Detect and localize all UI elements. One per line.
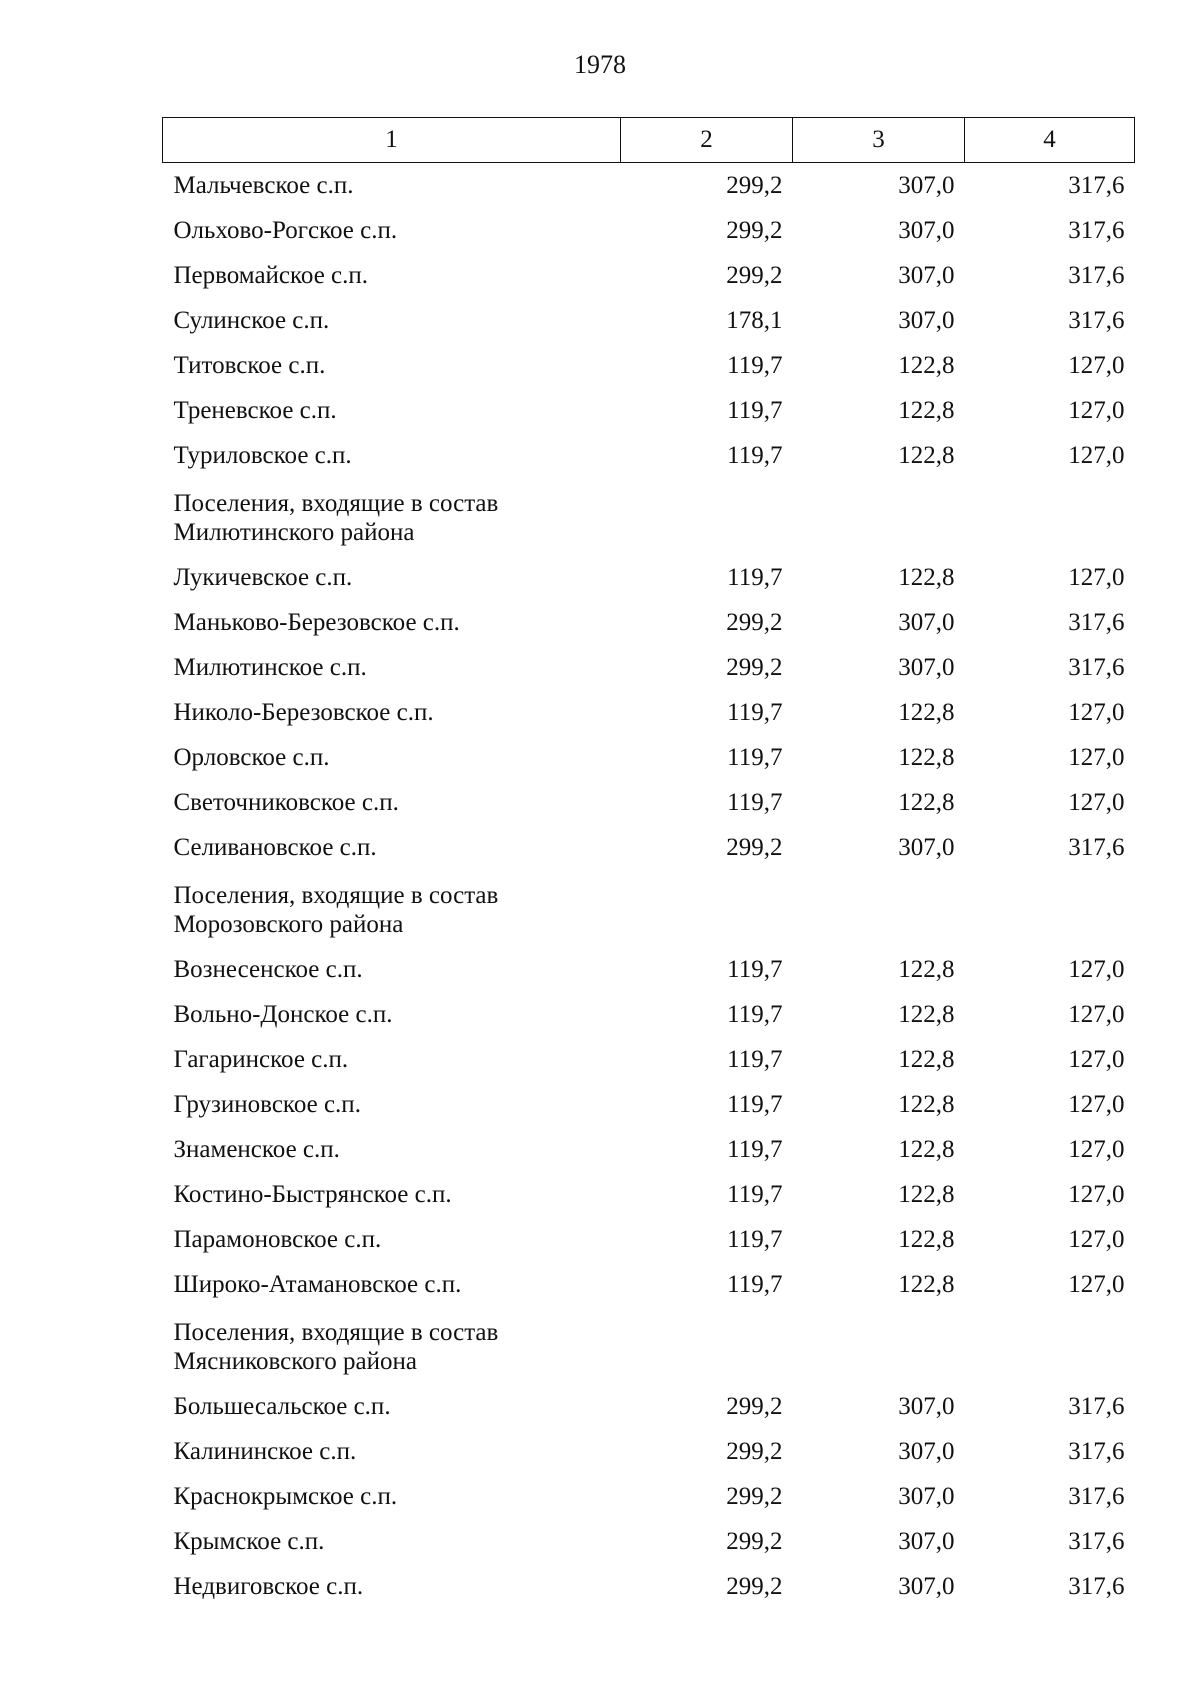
value-col-4-cell: 127,0 bbox=[1068, 1225, 1125, 1253]
column-header-1: 1 bbox=[163, 118, 621, 163]
table-row bbox=[163, 1474, 1135, 1519]
value-col-4-cell: 127,0 bbox=[1068, 788, 1125, 816]
table-row bbox=[163, 1217, 1135, 1262]
value-col-3-cell: 307,0 bbox=[898, 171, 955, 199]
column-header-3: 3 bbox=[793, 118, 965, 163]
value-col-4-cell: 127,0 bbox=[1068, 1180, 1125, 1208]
settlement-name-cell: Вознесенское с.п. bbox=[173, 955, 363, 983]
value-col-2-cell: 299,2 bbox=[726, 1527, 783, 1555]
settlement-name-cell: Титовское с.п. bbox=[173, 351, 326, 379]
group-heading-row bbox=[163, 1307, 1135, 1384]
table-row bbox=[163, 208, 1135, 253]
value-col-4-cell: 317,6 bbox=[1068, 306, 1125, 334]
table-row bbox=[163, 992, 1135, 1037]
group-heading-line: Морозовского района bbox=[173, 910, 404, 938]
value-col-3-cell: 122,8 bbox=[898, 351, 955, 379]
value-col-3-cell: 307,0 bbox=[898, 306, 955, 334]
group-heading-line: Поселения, входящие в состав bbox=[173, 489, 499, 517]
settlement-name-cell: Крымское с.п. bbox=[173, 1527, 325, 1555]
value-col-3-cell: 307,0 bbox=[898, 608, 955, 636]
settlement-name-cell: Костино-Быстрянское с.п. bbox=[173, 1180, 452, 1208]
group-heading-line: Поселения, входящие в состав bbox=[173, 1318, 499, 1346]
value-col-2-cell: 178,1 bbox=[726, 306, 783, 334]
table-row bbox=[163, 1384, 1135, 1429]
table-row bbox=[163, 1037, 1135, 1082]
settlement-name-cell: Селивановское с.п. bbox=[173, 833, 377, 861]
value-col-3-cell: 307,0 bbox=[898, 833, 955, 861]
settlement-name-cell: Калининское с.п. bbox=[173, 1437, 357, 1465]
value-col-3-cell: 122,8 bbox=[898, 441, 955, 469]
settlement-name-cell: Николо-Березовское с.п. bbox=[173, 698, 434, 726]
table-row bbox=[163, 947, 1135, 992]
table-row bbox=[163, 780, 1135, 825]
value-col-3-cell: 122,8 bbox=[898, 396, 955, 424]
value-col-2-cell: 119,7 bbox=[727, 698, 783, 726]
value-col-2-cell: 119,7 bbox=[727, 396, 783, 424]
value-col-4-cell: 127,0 bbox=[1068, 351, 1125, 379]
value-col-3-cell: 307,0 bbox=[898, 1437, 955, 1465]
table-row bbox=[163, 388, 1135, 433]
value-col-2-cell: 119,7 bbox=[727, 955, 783, 983]
value-col-4-cell: 317,6 bbox=[1068, 653, 1125, 681]
value-col-4-cell: 127,0 bbox=[1068, 396, 1125, 424]
value-col-2-cell: 119,7 bbox=[727, 1180, 783, 1208]
value-col-4-cell: 317,6 bbox=[1068, 171, 1125, 199]
settlement-name-cell: Маньково-Березовское с.п. bbox=[173, 608, 460, 636]
settlement-name-cell: Знаменское с.п. bbox=[173, 1135, 340, 1163]
group-heading-line: Милютинского района bbox=[173, 518, 415, 546]
group-heading bbox=[163, 1307, 1135, 1384]
value-col-2-cell: 299,2 bbox=[726, 1392, 783, 1420]
settlement-name-cell: Грузиновское с.п. bbox=[173, 1090, 361, 1118]
settlement-name-cell: Мальчевское с.п. bbox=[173, 171, 354, 199]
value-col-2-cell: 119,7 bbox=[727, 1045, 783, 1073]
value-col-2-cell: 119,7 bbox=[727, 563, 783, 591]
value-col-3-cell: 307,0 bbox=[898, 216, 955, 244]
value-col-2-cell: 119,7 bbox=[727, 1000, 783, 1028]
table-body bbox=[163, 163, 1135, 1610]
table-row bbox=[163, 433, 1135, 478]
table-row bbox=[163, 1429, 1135, 1474]
value-col-2-cell: 299,2 bbox=[726, 216, 783, 244]
value-col-2-cell: 299,2 bbox=[726, 653, 783, 681]
table-row bbox=[163, 690, 1135, 735]
value-col-3-cell: 122,8 bbox=[898, 1090, 955, 1118]
value-col-4-cell: 127,0 bbox=[1068, 563, 1125, 591]
value-col-4-cell: 317,6 bbox=[1068, 1482, 1125, 1510]
settlement-name-cell: Широко-Атамановское с.п. bbox=[173, 1270, 462, 1298]
value-col-3-cell: 307,0 bbox=[898, 261, 955, 289]
value-col-4-cell: 127,0 bbox=[1068, 441, 1125, 469]
value-col-3-cell: 122,8 bbox=[898, 788, 955, 816]
table-row bbox=[163, 1564, 1135, 1609]
value-col-2-cell: 119,7 bbox=[727, 1225, 783, 1253]
value-col-3-cell: 122,8 bbox=[898, 1180, 955, 1208]
value-col-2-cell: 119,7 bbox=[727, 351, 783, 379]
value-col-2-cell: 119,7 bbox=[727, 788, 783, 816]
table-row bbox=[163, 555, 1135, 600]
group-heading-row bbox=[163, 870, 1135, 947]
table-row bbox=[163, 1127, 1135, 1172]
column-header-4: 4 bbox=[965, 118, 1135, 163]
table-row bbox=[163, 645, 1135, 690]
table-row bbox=[163, 600, 1135, 645]
page-number: 1978 bbox=[574, 50, 626, 79]
table-row bbox=[163, 1082, 1135, 1127]
value-col-2-cell: 299,2 bbox=[726, 1482, 783, 1510]
settlement-name-cell: Светочниковское с.п. bbox=[173, 788, 399, 816]
value-col-3-cell: 122,8 bbox=[898, 563, 955, 591]
value-col-2-cell: 119,7 bbox=[727, 743, 783, 771]
settlement-name-cell: Первомайское с.п. bbox=[173, 261, 369, 289]
table-row bbox=[163, 1172, 1135, 1217]
table-row bbox=[163, 253, 1135, 298]
value-col-3-cell: 122,8 bbox=[898, 1225, 955, 1253]
settlement-name-cell: Треневское с.п. bbox=[173, 396, 337, 424]
group-heading-row bbox=[163, 478, 1135, 555]
value-col-4-cell: 317,6 bbox=[1068, 1437, 1125, 1465]
value-col-3-cell: 122,8 bbox=[898, 1135, 955, 1163]
value-col-2-cell: 299,2 bbox=[726, 833, 783, 861]
settlement-name-cell: Большесальское с.п. bbox=[173, 1392, 391, 1420]
data-table bbox=[162, 117, 1135, 1609]
value-col-4-cell: 127,0 bbox=[1068, 1270, 1125, 1298]
value-col-4-cell: 317,6 bbox=[1068, 216, 1125, 244]
value-col-4-cell: 127,0 bbox=[1068, 955, 1125, 983]
value-col-4-cell: 317,6 bbox=[1068, 1392, 1125, 1420]
settlement-name-cell: Милютинское с.п. bbox=[173, 653, 367, 681]
table-row bbox=[163, 163, 1135, 209]
value-col-3-cell: 307,0 bbox=[898, 1482, 955, 1510]
value-col-3-cell: 307,0 bbox=[898, 1392, 955, 1420]
value-col-3-cell: 122,8 bbox=[898, 955, 955, 983]
value-col-3-cell: 122,8 bbox=[898, 1045, 955, 1073]
value-col-4-cell: 317,6 bbox=[1068, 1527, 1125, 1555]
value-col-4-cell: 317,6 bbox=[1068, 833, 1125, 861]
settlement-name-cell: Парамоновское с.п. bbox=[173, 1225, 382, 1253]
value-col-2-cell: 119,7 bbox=[727, 441, 783, 469]
value-col-2-cell: 119,7 bbox=[727, 1270, 783, 1298]
value-col-3-cell: 307,0 bbox=[898, 1572, 955, 1600]
value-col-3-cell: 122,8 bbox=[898, 698, 955, 726]
table-row bbox=[163, 1519, 1135, 1564]
value-col-4-cell: 127,0 bbox=[1068, 698, 1125, 726]
settlement-name-cell: Орловское с.п. bbox=[173, 743, 330, 771]
table-row bbox=[163, 735, 1135, 780]
value-col-3-cell: 307,0 bbox=[898, 653, 955, 681]
settlement-name-cell: Краснокрымское с.п. bbox=[173, 1482, 398, 1510]
table-row bbox=[163, 1262, 1135, 1307]
settlement-name-cell: Ольхово-Рогское с.п. bbox=[173, 216, 398, 244]
value-col-2-cell: 299,2 bbox=[726, 261, 783, 289]
column-header-2: 2 bbox=[621, 118, 793, 163]
table-row bbox=[163, 825, 1135, 870]
value-col-2-cell: 119,7 bbox=[727, 1135, 783, 1163]
value-col-3-cell: 122,8 bbox=[898, 743, 955, 771]
value-col-4-cell: 317,6 bbox=[1068, 261, 1125, 289]
group-heading bbox=[163, 478, 1135, 555]
settlement-name-cell: Лукичевское с.п. bbox=[173, 563, 353, 591]
value-col-2-cell: 299,2 bbox=[726, 1572, 783, 1600]
value-col-4-cell: 127,0 bbox=[1068, 1090, 1125, 1118]
group-heading bbox=[163, 870, 1135, 947]
value-col-2-cell: 119,7 bbox=[727, 1090, 783, 1118]
value-col-3-cell: 307,0 bbox=[898, 1527, 955, 1555]
settlement-name-cell: Гагаринское с.п. bbox=[173, 1045, 349, 1073]
value-col-2-cell: 299,2 bbox=[726, 1437, 783, 1465]
value-col-3-cell: 122,8 bbox=[898, 1270, 955, 1298]
settlement-name-cell: Недвиговское с.п. bbox=[173, 1572, 364, 1600]
table-header bbox=[163, 118, 1135, 163]
value-col-4-cell: 127,0 bbox=[1068, 1000, 1125, 1028]
value-col-4-cell: 127,0 bbox=[1068, 1045, 1125, 1073]
value-col-3-cell: 122,8 bbox=[898, 1000, 955, 1028]
value-col-4-cell: 317,6 bbox=[1068, 1572, 1125, 1600]
value-col-4-cell: 317,6 bbox=[1068, 608, 1125, 636]
value-col-2-cell: 299,2 bbox=[726, 608, 783, 636]
settlement-name-cell: Вольно-Донское с.п. bbox=[173, 1000, 393, 1028]
settlement-name-cell: Туриловское с.п. bbox=[173, 441, 352, 469]
settlement-name-cell: Сулинское с.п. bbox=[173, 306, 330, 334]
header-row bbox=[163, 118, 1135, 163]
value-col-4-cell: 127,0 bbox=[1068, 1135, 1125, 1163]
table-row bbox=[163, 298, 1135, 343]
value-col-4-cell: 127,0 bbox=[1068, 743, 1125, 771]
value-col-2-cell: 299,2 bbox=[726, 171, 783, 199]
group-heading-line: Мясниковского района bbox=[173, 1347, 417, 1375]
table-row bbox=[163, 343, 1135, 388]
group-heading-line: Поселения, входящие в состав bbox=[173, 881, 499, 909]
